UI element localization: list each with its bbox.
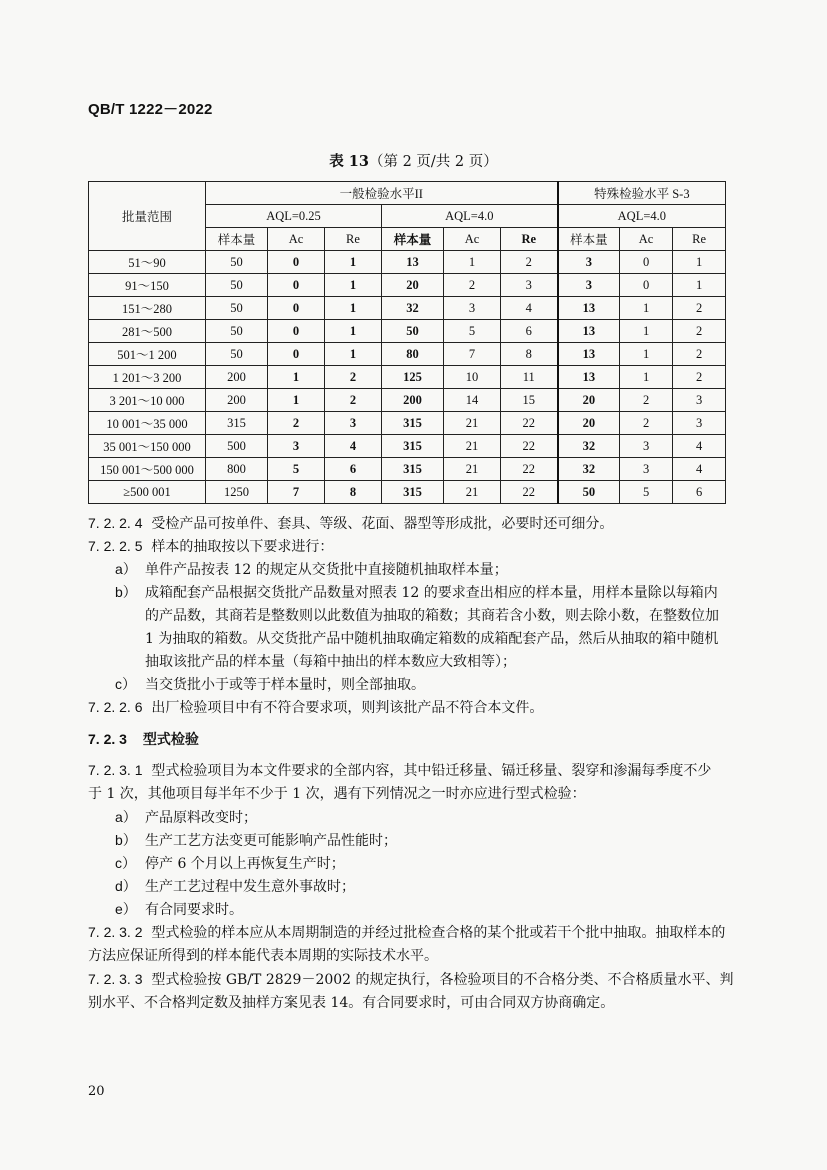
table-cell: 21 (444, 481, 501, 504)
list-item-b (115, 581, 740, 674)
table-cell: 2 (673, 297, 726, 320)
table-cell: 21 (444, 458, 501, 481)
table-cell: 1250 (206, 481, 268, 504)
list-item-e (115, 898, 243, 922)
header-aql-025: AQL=0.25 (206, 205, 382, 228)
table-cell: 200 (206, 389, 268, 412)
table-cell: 1 (268, 389, 325, 412)
table-row (89, 481, 726, 504)
table-row (89, 458, 726, 481)
list-item-a (115, 558, 508, 582)
list-item-d (115, 875, 355, 899)
lot-range-cell: 51～90 (89, 251, 206, 274)
clause-number: 7. 2. 2. 4 (88, 515, 143, 531)
list-text-line: 1 为抽取的箱数。从交货批产品中随机抽取确定箱数的成箱配套产品，然后从抽取的箱中随机 (145, 631, 719, 647)
table-cell: 1 (673, 274, 726, 297)
clause-7-2-3-2 (88, 921, 738, 968)
list-marker: c） (115, 855, 136, 871)
table-cell: 5 (620, 481, 673, 504)
table-cell: 0 (268, 251, 325, 274)
header-aql-40-general: AQL=4.0 (382, 205, 558, 228)
table-cell: 32 (558, 435, 620, 458)
table-cell: 1 (444, 251, 501, 274)
list-item-c (115, 852, 345, 876)
clause-7-2-2-4 (88, 512, 738, 536)
table-cell: 1 (620, 297, 673, 320)
table-cell: 3 (501, 274, 558, 297)
sampling-table (88, 181, 726, 504)
clause-text: 受检产品可按单件、套具、等级、花面、器型等形成批，必要时还可细分。 (151, 516, 614, 532)
table-caption-subtitle: （第 2 页/共 2 页） (368, 154, 498, 170)
table-cell: 315 (382, 435, 444, 458)
list-marker: a） (115, 561, 137, 577)
table-cell: 14 (444, 389, 501, 412)
header-sample-size: 样本量 (558, 228, 620, 251)
table-cell: 50 (558, 481, 620, 504)
table-cell: 13 (558, 297, 620, 320)
table-cell: 6 (325, 458, 382, 481)
table-cell: 0 (268, 343, 325, 366)
table-cell: 10 (444, 366, 501, 389)
list-marker: c） (115, 676, 136, 692)
lot-range-cell: 281～500 (89, 320, 206, 343)
clause-text: 样本的抽取按以下要求进行： (151, 539, 334, 555)
table-cell: 50 (206, 320, 268, 343)
clause-text-line: 方法应保证所得到的样本能代表本周期的实际技术水平。 (88, 948, 438, 964)
table-cell: 22 (501, 458, 558, 481)
table-cell: 3 (620, 458, 673, 481)
table-cell: 15 (501, 389, 558, 412)
table-cell: 1 (325, 251, 382, 274)
table-cell: 315 (382, 458, 444, 481)
table-cell: 13 (382, 251, 444, 274)
clause-7-2-3-1 (88, 759, 738, 806)
table-row (89, 343, 726, 366)
clause-7-2-2-6 (88, 696, 738, 720)
lot-range-cell: 1 201～3 200 (89, 366, 206, 389)
table-cell: 32 (382, 297, 444, 320)
table-cell: 20 (558, 412, 620, 435)
table-cell: 315 (382, 412, 444, 435)
lot-range-cell: 91～150 (89, 274, 206, 297)
table-cell: 1 (325, 343, 382, 366)
table-row (89, 366, 726, 389)
table-cell: 21 (444, 412, 501, 435)
table-row (89, 412, 726, 435)
list-text: 生产工艺方法变更可能影响产品性能时； (145, 833, 397, 849)
table-cell: 1 (620, 343, 673, 366)
document-code: QB/T 1222－2022 (88, 101, 213, 118)
list-text: 产品原料改变时； (145, 810, 257, 826)
table-cell: 800 (206, 458, 268, 481)
lot-range-cell: 35 001～150 000 (89, 435, 206, 458)
table-cell: 5 (268, 458, 325, 481)
list-marker: a） (115, 809, 137, 825)
lot-range-cell: 501～1 200 (89, 343, 206, 366)
header-aql-40-special: AQL=4.0 (558, 205, 726, 228)
table-cell: 5 (444, 320, 501, 343)
table-cell: 6 (501, 320, 558, 343)
lot-range-cell: 10 001～35 000 (89, 412, 206, 435)
table-cell: 50 (206, 251, 268, 274)
clause-text: 型式检验项目为本文件要求的全部内容，其中铅迁移量、镉迁移量、裂穿和渗漏每季度不少 (151, 763, 712, 779)
page-number: 20 (88, 1084, 105, 1099)
list-text-line: 抽取该批产品的样本量（每箱中抽出的样本数应大致相等）； (145, 654, 516, 670)
list-text: 有合同要求时。 (145, 902, 243, 918)
lot-range-cell: ≥500 001 (89, 481, 206, 504)
clause-number: 7. 2. 3. 1 (88, 762, 143, 778)
clause-number: 7. 2. 2. 6 (88, 699, 143, 715)
table-cell: 0 (620, 251, 673, 274)
table-row (89, 297, 726, 320)
clause-7-2-2-5 (88, 535, 738, 559)
table-cell: 11 (501, 366, 558, 389)
table-cell: 2 (501, 251, 558, 274)
clause-text: 型式检验的样本应从本周期制造的并经过批检查合格的某个批或若干个批中抽取。抽取样本的 (151, 925, 726, 941)
header-re: Re (673, 228, 726, 251)
list-text: 成箱配套产品根据交货批产品数量对照表 12 的要求查出相应的样本量，用样本量除以每箱内 (145, 585, 718, 601)
table-cell: 3 (444, 297, 501, 320)
table-cell: 2 (325, 366, 382, 389)
table-cell: 0 (620, 274, 673, 297)
list-marker: b） (115, 584, 137, 600)
header-sample-size: 样本量 (382, 228, 444, 251)
table-cell: 0 (268, 274, 325, 297)
table-caption-title: 表 13 (329, 153, 369, 170)
table-cell: 2 (268, 412, 325, 435)
list-marker: d） (115, 878, 137, 894)
table-cell: 13 (558, 366, 620, 389)
table-cell: 2 (444, 274, 501, 297)
table-cell: 32 (558, 458, 620, 481)
table-cell: 4 (325, 435, 382, 458)
table-cell: 3 (620, 435, 673, 458)
table-cell: 7 (444, 343, 501, 366)
table-cell: 200 (206, 366, 268, 389)
lot-range-cell: 150 001～500 000 (89, 458, 206, 481)
list-text: 当交货批小于或等于样本量时，则全部抽取。 (145, 677, 425, 693)
section-number: 7. 2. 3 (88, 731, 127, 747)
clause-number: 7. 2. 3. 2 (88, 924, 143, 940)
header-sample-size: 样本量 (206, 228, 268, 251)
table-cell: 2 (673, 320, 726, 343)
table-cell: 3 (268, 435, 325, 458)
clause-text-line: 别水平、不合格判定数及抽样方案见表 14。有合同要求时，可由合同双方协商确定。 (88, 995, 615, 1011)
table-row (89, 389, 726, 412)
table-cell: 4 (673, 458, 726, 481)
table-cell: 200 (382, 389, 444, 412)
table-cell: 7 (268, 481, 325, 504)
header-ac: Ac (620, 228, 673, 251)
table-cell: 3 (558, 274, 620, 297)
table-cell: 315 (382, 481, 444, 504)
lot-range-cell: 3 201～10 000 (89, 389, 206, 412)
list-marker: b） (115, 832, 137, 848)
list-item-b (115, 829, 397, 853)
table-row (89, 435, 726, 458)
table-row (89, 251, 726, 274)
table-cell: 2 (673, 343, 726, 366)
list-text-line: 的产品数，其商若是整数则以此数值为抽取的箱数；其商若含小数，则去除小数，在整数位加 (145, 608, 719, 624)
table-caption (0, 150, 827, 171)
table-cell: 3 (673, 412, 726, 435)
list-text: 停产 6 个月以上再恢复生产时； (145, 856, 345, 872)
table-cell: 3 (325, 412, 382, 435)
table-cell: 3 (673, 389, 726, 412)
header-special-level: 特殊检验水平 S-3 (558, 182, 726, 205)
header-re: Re (501, 228, 558, 251)
clause-text: 型式检验按 GB/T 2829－2002 的规定执行，各检验项目的不合格分类、不合格质量水平、判 (151, 972, 734, 988)
table-cell: 8 (325, 481, 382, 504)
header-re: Re (325, 228, 382, 251)
table-cell: 22 (501, 435, 558, 458)
table-row (89, 320, 726, 343)
table-cell: 22 (501, 412, 558, 435)
clause-text-line: 于 1 次，其他项目每半年不少于 1 次，遇有下列情况之一时亦应进行型式检验： (88, 786, 586, 802)
table-cell: 2 (673, 366, 726, 389)
table-cell: 20 (382, 274, 444, 297)
table-cell: 1 (620, 320, 673, 343)
table-cell: 50 (206, 274, 268, 297)
table-cell: 4 (501, 297, 558, 320)
table-cell: 6 (673, 481, 726, 504)
list-text: 生产工艺过程中发生意外事故时； (145, 879, 355, 895)
table-cell: 125 (382, 366, 444, 389)
table-cell: 315 (206, 412, 268, 435)
header-ac: Ac (268, 228, 325, 251)
table-cell: 50 (382, 320, 444, 343)
lot-range-cell: 151～280 (89, 297, 206, 320)
table-cell: 50 (206, 297, 268, 320)
table-cell: 0 (268, 320, 325, 343)
table-cell: 1 (673, 251, 726, 274)
header-general-level: 一般检验水平II (206, 182, 558, 205)
list-text: 单件产品按表 12 的规定从交货批中直接随机抽取样本量； (145, 562, 508, 578)
list-item-a (115, 806, 257, 830)
clause-7-2-3-3 (88, 968, 738, 1015)
table-row (89, 274, 726, 297)
section-title: 型式检验 (142, 732, 199, 748)
table-cell: 500 (206, 435, 268, 458)
table-cell: 1 (620, 366, 673, 389)
clause-text: 出厂检验项目中有不符合要求项，则判该批产品不符合本文件。 (151, 700, 544, 716)
table-cell: 8 (501, 343, 558, 366)
list-marker: e） (115, 901, 137, 917)
table-cell: 3 (558, 251, 620, 274)
table-cell: 2 (620, 412, 673, 435)
header-ac: Ac (444, 228, 501, 251)
clause-number: 7. 2. 2. 5 (88, 538, 143, 554)
table-cell: 13 (558, 343, 620, 366)
table-cell: 21 (444, 435, 501, 458)
table-cell: 2 (325, 389, 382, 412)
table-cell: 22 (501, 481, 558, 504)
table-cell: 1 (325, 320, 382, 343)
sampling-table-body (89, 251, 726, 504)
table-cell: 0 (268, 297, 325, 320)
table-cell: 13 (558, 320, 620, 343)
list-item-c (115, 673, 425, 697)
table-cell: 1 (325, 297, 382, 320)
header-lot-range: 批量范围 (89, 182, 206, 251)
table-cell: 50 (206, 343, 268, 366)
section-7-2-3 (88, 729, 199, 749)
table-cell: 4 (673, 435, 726, 458)
table-cell: 2 (620, 389, 673, 412)
clause-number: 7. 2. 3. 3 (88, 971, 143, 987)
table-cell: 1 (325, 274, 382, 297)
table-cell: 80 (382, 343, 444, 366)
table-cell: 1 (268, 366, 325, 389)
table-cell: 20 (558, 389, 620, 412)
